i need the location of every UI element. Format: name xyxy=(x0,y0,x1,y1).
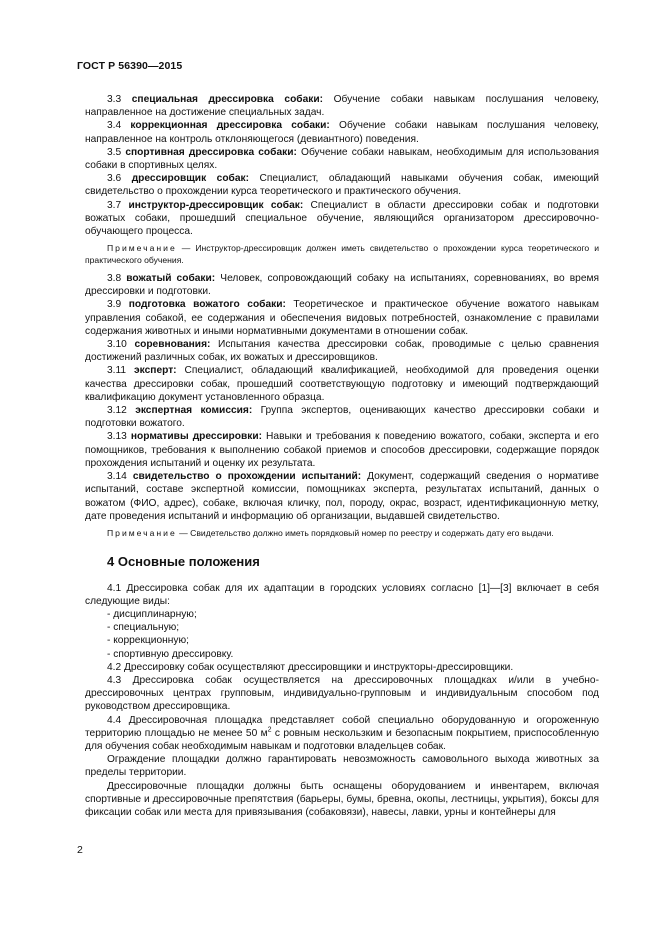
term-3-9: 3.9 подготовка вожатого собаки: Теоретическое и практическое обучение вожатого навыкам управления собакой, ее содержания и обеспечения видовых потребностей, ознакомление с правилами содержания животных и иными нормативными документами в отношении собак. xyxy=(85,299,599,337)
paragraph-4-2: 4.2 Дрессировку собак осуществляют дрессировщики и инструкторы-дрессировщики. xyxy=(107,661,514,673)
term-3-3: 3.3 специальная дрессировка собаки: Обучение собаки навыкам послушания человеку, направленное на достижение специальных задач. xyxy=(85,94,599,119)
list-item: - дисциплинарную; xyxy=(107,608,197,620)
section-4-heading: 4 Основные положения xyxy=(107,554,260,570)
term-3-10: 3.10 соревнования: Испытания качества дрессировки собак, проводимые с целью сравнения достижений различных собак, их вожатых и дрессировщиков. xyxy=(85,339,599,364)
paragraph-4-4: 4.4 Дрессировочная площадка представляет собой специально оборудованную и огороженную территорию площадью не менее 50 $м^2$ с ровным нескользким и безопасным покрытием, приспособленную для обучения собак необходимым навыкам и подготовки владельцев собак. xyxy=(85,714,599,752)
term-3-5: 3.5 спортивная дрессировка собаки: Обучение собаки навыкам, необходимым для использования собаки в спортивных целях. xyxy=(85,146,599,172)
term-3-7: 3.7 инструктор-дрессировщик собак: Специалист в области дрессировки собак и подготовки вожатых собаки, прошедший специальное обучение, являющийся организатором дрессировочно-обучающего процесса. xyxy=(85,199,599,238)
document-header-code: ГОСТ Р 56390—2015 xyxy=(77,60,183,72)
list-item: - коррекционную; xyxy=(107,635,189,647)
paragraph-4-1: 4.1 Дрессировка собак для их адаптации в городских условиях согласно [1]—[3] включает в себя следующие виды: xyxy=(85,582,599,607)
term-3-4: 3.4 коррекционная дрессировка собаки: Обучение собаки навыкам послушания человеку, направленное на контроль отклоняющегося (девиантного) поведения. xyxy=(85,120,599,145)
paragraph-fence: Ограждение площадки должно гарантировать невозможность самовольного выхода животных за пределы территории. xyxy=(85,754,599,779)
training-types-list xyxy=(85,608,599,661)
terms-group-b xyxy=(85,272,599,523)
term-3-12: 3.12 экспертная комиссия: Группа экспертов, оценивающих качество дрессировки собаки и подготовки вожатого. xyxy=(85,405,599,430)
list-item: - спортивную дрессировку. xyxy=(107,648,234,660)
term-3-11: 3.11 эксперт: Специалист, обладающий квалификацией, необходимой для проведения оценки качества дрессировки собак, прошедший соответствующую подготовку и имеющий подтверждающий квалификацию документ установленного образца. xyxy=(85,365,599,403)
note-1: Примечание — Инструктор-дрессировщик должен иметь свидетельство о прохождении курса теоретического и практического обучения. xyxy=(85,243,599,265)
terms-group-a xyxy=(85,93,599,238)
document-body xyxy=(85,93,599,819)
term-3-14: 3.14 свидетельство о прохождении испытаний: Документ, содержащий сведения о нормативе испытаний, составе экспертной комиссии, помощниках эксперта, результатах испытаний, данных о вожатом (ФИО, адрес), собаке, включая кличку, пол, породу, окрас, возраст, идентификационную метку, дате проведения испытаний и информацию об организации, выдавшей свидетельство. xyxy=(85,471,599,522)
term-3-8: 3.8 вожатый собаки: Человек, сопровождающий собаку на испытаниях, соревнованиях, во время дрессировки и подготовки. xyxy=(85,273,599,298)
term-3-6: 3.6 дрессировщик собак: Специалист, обладающий навыками обучения собак, имеющий свидетельство о прохождении курса теоретического и практического обучения. xyxy=(85,173,599,198)
list-item: - специальную; xyxy=(107,622,180,634)
paragraph-4-3: 4.3 Дрессировка собак осуществляется на дрессировочных площадках и/или в учебно-дрессировочных центрах групповым, индивидуально-групповым и индивидуальным способом под руководством дрессировщика. xyxy=(85,674,599,713)
paragraph-equipment: Дрессировочные площадки должны быть оснащены оборудованием и инвентарем, включая спортивные и дрессировочные препятствия (барьеры, бумы, бревна, окопы, лестницы, укрытия), боксы для фиксации собак или места для привязывания (собаковязи), навесы, лавки, урны и контейнеры для xyxy=(85,780,599,818)
note-2: Примечание — Свидетельство должно иметь порядковый номер по реестру и содержать дату его выдачи. xyxy=(107,527,554,538)
term-3-13: 3.13 нормативы дрессировки: Навыки и требования к поведению вожатого, собаки, эксперта и его помощников, требования к выполнению собакой приемов и способов дрессировки, содержащие порядок прохождения испытаний и оценку их результата. xyxy=(85,431,599,469)
page-number: 2 xyxy=(77,844,83,856)
